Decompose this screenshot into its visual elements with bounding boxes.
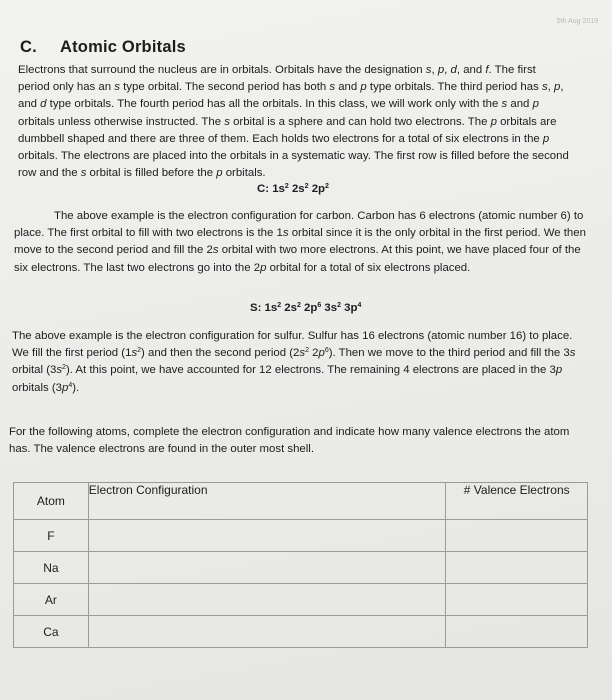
atom-cell: Ar [14,584,89,616]
carbon-explanation: The above example is the electron configuration for carbon. Carbon has 6 electrons (atomic number 6) to place. The first orbital to fill with two electrons is the 1s orbital since it is the only orbital in the first period. We then move to the second period and fill the 2s orbital with two more electrons. At this point, we have placed four of the six electrons. The last two electrons go into the 2p orbital for a total of six electrons placed. [14,210,586,274]
section-title: Atomic Orbitals [60,38,186,56]
atom-cell: Na [14,552,89,584]
config-answer-cell[interactable] [88,520,446,552]
atom-cell: Ca [14,616,89,648]
corner-mark: 5th Aug 2019 [556,18,598,25]
atom-cell: F [14,520,89,552]
header-atom: Atom [14,483,89,520]
header-electron-configuration: Electron Configuration [88,483,446,520]
intro-paragraph: Electrons that surround the nucleus are in orbitals. Orbitals have the designation s, p, d, and f. The first period only has an s type orbital. The second period has both s and p type orbitals. The third period has s, p, and d type orbitals. The fourth period has all the orbitals. In this class, we will work only with the s and p orbitals unless otherwise instructed. The s orbital is a sphere and can hold two electrons. The p orbitals are dumbbell shaped and there are three of them. Each holds two electrons for a total of six electrons in the p orbitals. The electrons are placed into the orbitals in a systematic way. The first row is filled before the second row and the s orbital is filled before the p orbitals. [18,64,569,180]
section-letter: C. [20,38,37,56]
config-answer-cell[interactable] [88,616,446,648]
table-row [14,616,588,648]
table-header-row [14,483,588,520]
carbon-configuration: C: $1s^2$ $2s^2$ $2p^2$ [257,183,329,195]
instructions-text: For the following atoms, complete the electron configuration and indicate how many valence electrons the atom has. The valence electrons are found in the outer most shell. [9,426,570,456]
valence-answer-cell[interactable] [446,616,588,648]
section-heading [20,38,186,57]
electron-configuration-table [13,482,588,648]
valence-answer-cell[interactable] [446,520,588,552]
config-answer-cell[interactable] [88,552,446,584]
sulfur-explanation: The above example is the electron configuration for sulfur. Sulfur has 16 electrons (atomic number 16) to place. We fill the first period $(1s^2)$ and then the second period ($2s^2$ $2p^6$). Then we move to the third period and fill the 3s orbital $(3s^2)$. At this point, we have accounted for 12 electrons. The remaining 4 electrons are placed in the 3p orbitals $(3p^4)$. [12,330,576,394]
valence-answer-cell[interactable] [446,552,588,584]
table-row [14,520,588,552]
table-row [14,584,588,616]
header-valence-electrons: # Valence Electrons [446,483,588,520]
valence-answer-cell[interactable] [446,584,588,616]
sulfur-configuration: S: $1s^2$ $2s^2$ $2p^6$ $3s^2$ $3p^4$ [250,302,362,314]
config-answer-cell[interactable] [88,584,446,616]
table-row [14,552,588,584]
